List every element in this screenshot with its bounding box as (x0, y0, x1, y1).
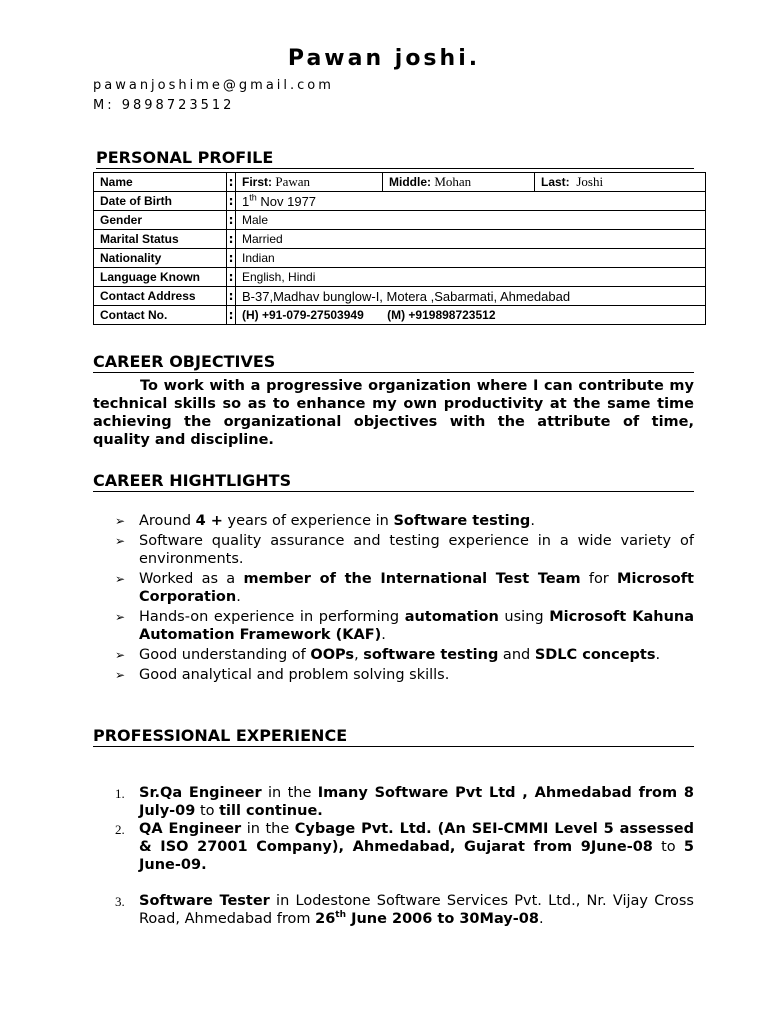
first-name-cell (236, 173, 383, 192)
list-item (93, 784, 694, 820)
table-row (94, 249, 706, 268)
list-item (93, 666, 694, 684)
table-row (94, 211, 706, 230)
text: 5 June-09. (139, 839, 694, 873)
colon: : (227, 249, 236, 268)
last-label: Last: (541, 175, 570, 189)
text: Microsoft Kahuna Automation Framework (KAF) (139, 609, 694, 643)
dob-rest: Nov 1977 (260, 193, 317, 209)
text: using (498, 609, 550, 625)
contact-no-label: Contact No. (94, 306, 227, 325)
personal-profile-title: PERSONAL PROFILE (96, 148, 694, 169)
arrow-bullet-icon: ➢ (115, 648, 126, 662)
personal-profile-table (93, 172, 706, 325)
colon: : (227, 268, 236, 287)
text: Around (139, 513, 196, 529)
middle-value: Mohan (434, 174, 472, 189)
text: . (655, 647, 661, 663)
mobile-number: M: 9898723512 (93, 98, 235, 113)
text: Worked as a (139, 571, 244, 587)
table-row (94, 173, 706, 192)
text: Software quality assurance and testing experience in a wide variety of environments. (139, 533, 694, 567)
arrow-bullet-icon: ➢ (115, 534, 126, 548)
text: Software testing (393, 513, 531, 529)
text: June 2006 to 30May-08 (346, 911, 539, 927)
dob-label: Date of Birth (94, 192, 227, 211)
career-highlights-list (93, 512, 694, 686)
item-number: 1. (115, 786, 125, 801)
text: Sr.Qa Engineer (139, 785, 262, 801)
text: th (335, 910, 347, 921)
text: for (580, 571, 618, 587)
text: Software Tester (139, 893, 270, 909)
email-address: pawanjoshime@gmail.com (93, 78, 334, 93)
career-objectives-title: CAREER OBJECTIVES (93, 352, 694, 373)
nationality-label: Nationality (94, 249, 227, 268)
colon: : (227, 211, 236, 230)
dob-value (236, 192, 706, 211)
marital-status-value: Married (236, 230, 706, 249)
text: . (530, 513, 535, 529)
text: Microsoft Corporation (139, 571, 694, 605)
gender-label: Gender (94, 211, 227, 230)
candidate-name: Pawan joshi. (287, 46, 481, 71)
list-item (93, 570, 694, 606)
nationality-value: Indian (236, 249, 706, 268)
text: 4 + (195, 513, 223, 529)
text: years of experience in (222, 513, 394, 529)
text: Hands-on experience in performing (139, 609, 405, 625)
professional-experience-title: PROFESSIONAL EXPERIENCE (93, 726, 694, 747)
middle-label: Middle: (389, 175, 431, 189)
table-row (94, 287, 706, 306)
contact-no-value: (H) +91-079-27503949 (M) +919898723512 (236, 306, 706, 325)
list-item (93, 512, 694, 530)
dob-suffix: th (249, 192, 257, 203)
dob-day: 1 (242, 193, 250, 209)
colon: : (227, 192, 236, 211)
text: Imany Software Pvt Ltd , Ahmedabad from 8 July-09 (139, 785, 694, 819)
text: . (538, 911, 544, 927)
career-highlights-title: CAREER HIGHTLIGHTS (93, 471, 694, 492)
list-item (93, 892, 694, 928)
arrow-bullet-icon: ➢ (115, 668, 126, 682)
text: Good analytical and problem solving skills. (139, 667, 450, 683)
text: . (236, 589, 241, 605)
arrow-bullet-icon: ➢ (115, 514, 126, 528)
address-label: Contact Address (94, 287, 227, 306)
colon: : (227, 173, 236, 192)
last-name-cell (535, 173, 706, 192)
language-value: English, Hindi (236, 268, 706, 287)
table-row (94, 230, 706, 249)
text: in the (261, 785, 318, 801)
text: Cybage Pvt. Ltd. (An SEI-CMMI Level 5 assessed & ISO 27001 Company), Ahmedabad, Gujarat from 9June-08 (139, 821, 694, 855)
text: Good understanding of (139, 647, 311, 663)
text: QA Engineer (139, 821, 242, 837)
colon: : (227, 230, 236, 249)
table-row (94, 306, 706, 325)
text: member of the International Test Team (243, 571, 581, 587)
text: . (381, 627, 386, 643)
table-row (94, 192, 706, 211)
text: SDLC concepts (534, 647, 656, 663)
gender-value: Male (236, 211, 706, 230)
arrow-bullet-icon: ➢ (115, 572, 126, 586)
text: to (195, 803, 220, 819)
list-item (93, 646, 694, 664)
career-objectives-text: To work with a progressive organization where I can contribute my technical skills so as to enhance my own productivity at the same time achieving the organizational objectives with the attribute of time, quality and discipline. (93, 378, 694, 448)
language-label: Language Known (94, 268, 227, 287)
list-item (93, 608, 694, 644)
text: and (498, 647, 535, 663)
item-number: 3. (115, 894, 125, 909)
text: 26 (315, 911, 336, 927)
colon: : (227, 287, 236, 306)
text: software testing (363, 647, 499, 663)
text: in the (241, 821, 295, 837)
table-row (94, 268, 706, 287)
list-item (93, 532, 694, 568)
text: automation (404, 609, 499, 625)
text: OOPs (310, 647, 355, 663)
experience-list (93, 784, 694, 928)
marital-status-label: Marital Status (94, 230, 227, 249)
text: to (652, 839, 684, 855)
name-label: Name (94, 173, 227, 192)
arrow-bullet-icon: ➢ (115, 610, 126, 624)
text: till continue. (219, 803, 323, 819)
first-label: First: (242, 175, 272, 189)
middle-name-cell (383, 173, 535, 192)
text: in Lodestone Software Services Pvt. Ltd., Nr. Vijay Cross Road, Ahmedabad from (139, 893, 694, 927)
last-value: Joshi (576, 174, 604, 189)
item-number: 2. (115, 822, 125, 837)
first-value: Pawan (275, 174, 311, 189)
address-value: B-37,Madhav bunglow-I, Motera ,Sabarmati, Ahmedabad (236, 287, 706, 306)
list-item (93, 820, 694, 874)
colon: : (227, 306, 236, 325)
text: , (354, 647, 364, 663)
